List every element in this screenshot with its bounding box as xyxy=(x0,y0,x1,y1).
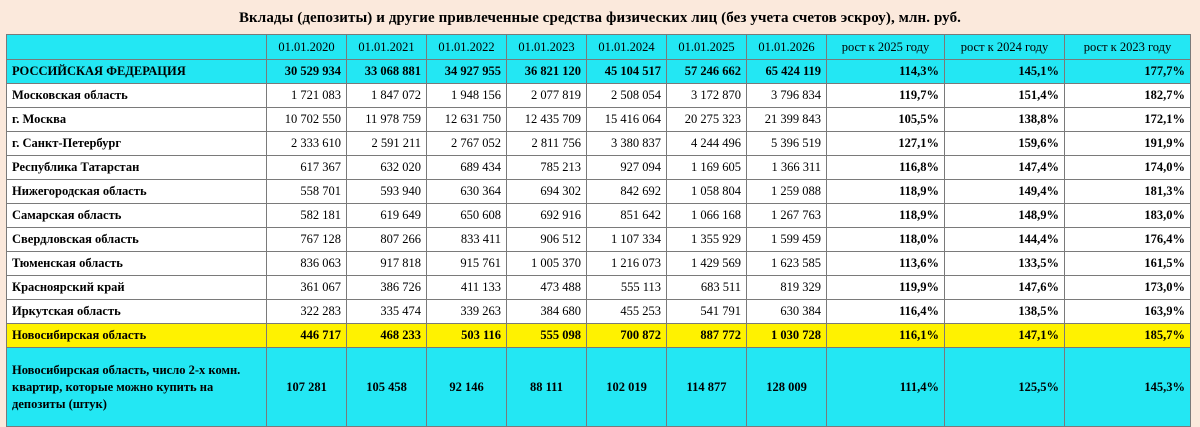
value-cell: 503 116 xyxy=(427,324,507,348)
value-cell: 836 063 xyxy=(267,252,347,276)
value-cell: 650 608 xyxy=(427,204,507,228)
value-cell: 630 384 xyxy=(747,300,827,324)
table-row xyxy=(7,204,1191,228)
value-cell: 1 030 728 xyxy=(747,324,827,348)
region-name-cell: Московская область xyxy=(7,84,267,108)
value-cell: 1 107 334 xyxy=(587,228,667,252)
value-cell: 105 458 xyxy=(347,348,427,427)
header-cell-2024: 01.01.2024 xyxy=(587,35,667,60)
header-cell-2026: 01.01.2026 xyxy=(747,35,827,60)
value-cell: 819 329 xyxy=(747,276,827,300)
value-cell: 34 927 955 xyxy=(427,60,507,84)
value-cell: 917 818 xyxy=(347,252,427,276)
value-cell: 842 692 xyxy=(587,180,667,204)
value-cell: 102 019 xyxy=(587,348,667,427)
growth-cell: 181,3% xyxy=(1065,180,1191,204)
value-cell: 65 424 119 xyxy=(747,60,827,84)
value-cell: 541 791 xyxy=(667,300,747,324)
value-cell: 683 511 xyxy=(667,276,747,300)
table-row xyxy=(7,132,1191,156)
value-cell: 322 283 xyxy=(267,300,347,324)
table-row xyxy=(7,60,1191,84)
table-row xyxy=(7,108,1191,132)
value-cell: 1 169 605 xyxy=(667,156,747,180)
growth-cell: 147,4% xyxy=(945,156,1065,180)
value-cell: 473 488 xyxy=(507,276,587,300)
value-cell: 694 302 xyxy=(507,180,587,204)
value-cell: 5 396 519 xyxy=(747,132,827,156)
growth-cell: 147,1% xyxy=(945,324,1065,348)
header-cell-growth-2025: рост к 2025 году xyxy=(827,35,945,60)
value-cell: 700 872 xyxy=(587,324,667,348)
value-cell: 1 259 088 xyxy=(747,180,827,204)
value-cell: 1 005 370 xyxy=(507,252,587,276)
table-row xyxy=(7,180,1191,204)
value-cell: 128 009 xyxy=(747,348,827,427)
header-cell-2025: 01.01.2025 xyxy=(667,35,747,60)
region-name-cell: Новосибирская область, число 2-х комн. квартир, которые можно купить на депозиты (штук) xyxy=(7,348,267,427)
value-cell: 20 275 323 xyxy=(667,108,747,132)
value-cell: 10 702 550 xyxy=(267,108,347,132)
value-cell: 1 216 073 xyxy=(587,252,667,276)
header-cell-2021: 01.01.2021 xyxy=(347,35,427,60)
growth-cell: 151,4% xyxy=(945,84,1065,108)
region-name-cell: г. Москва xyxy=(7,108,267,132)
growth-cell: 148,9% xyxy=(945,204,1065,228)
growth-cell: 159,6% xyxy=(945,132,1065,156)
growth-cell: 176,4% xyxy=(1065,228,1191,252)
value-cell: 689 434 xyxy=(427,156,507,180)
value-cell: 1 599 459 xyxy=(747,228,827,252)
value-cell: 558 701 xyxy=(267,180,347,204)
table-row xyxy=(7,228,1191,252)
value-cell: 468 233 xyxy=(347,324,427,348)
header-cell-growth-2023: рост к 2023 году xyxy=(1065,35,1191,60)
value-cell: 632 020 xyxy=(347,156,427,180)
growth-cell: 116,8% xyxy=(827,156,945,180)
growth-cell: 172,1% xyxy=(1065,108,1191,132)
header-cell-2023: 01.01.2023 xyxy=(507,35,587,60)
growth-cell: 133,5% xyxy=(945,252,1065,276)
growth-cell: 144,4% xyxy=(945,228,1065,252)
table-row xyxy=(7,276,1191,300)
value-cell: 1 366 311 xyxy=(747,156,827,180)
value-cell: 30 529 934 xyxy=(267,60,347,84)
value-cell: 3 796 834 xyxy=(747,84,827,108)
value-cell: 446 717 xyxy=(267,324,347,348)
growth-cell: 138,5% xyxy=(945,300,1065,324)
growth-cell: 183,0% xyxy=(1065,204,1191,228)
growth-cell: 111,4% xyxy=(827,348,945,427)
value-cell: 12 631 750 xyxy=(427,108,507,132)
value-cell: 21 399 843 xyxy=(747,108,827,132)
value-cell: 92 146 xyxy=(427,348,507,427)
region-name-cell: Республика Татарстан xyxy=(7,156,267,180)
growth-cell: 174,0% xyxy=(1065,156,1191,180)
growth-cell: 119,9% xyxy=(827,276,945,300)
value-cell: 2 591 211 xyxy=(347,132,427,156)
value-cell: 107 281 xyxy=(267,348,347,427)
growth-cell: 119,7% xyxy=(827,84,945,108)
value-cell: 619 649 xyxy=(347,204,427,228)
value-cell: 887 772 xyxy=(667,324,747,348)
value-cell: 785 213 xyxy=(507,156,587,180)
table-row xyxy=(7,300,1191,324)
header-cell-2020: 01.01.2020 xyxy=(267,35,347,60)
region-name-cell: РОССИЙСКАЯ ФЕДЕРАЦИЯ xyxy=(7,60,267,84)
growth-cell: 114,3% xyxy=(827,60,945,84)
value-cell: 915 761 xyxy=(427,252,507,276)
growth-cell: 116,4% xyxy=(827,300,945,324)
value-cell: 2 811 756 xyxy=(507,132,587,156)
value-cell: 114 877 xyxy=(667,348,747,427)
value-cell: 339 263 xyxy=(427,300,507,324)
value-cell: 45 104 517 xyxy=(587,60,667,84)
value-cell: 57 246 662 xyxy=(667,60,747,84)
growth-cell: 105,5% xyxy=(827,108,945,132)
header-row xyxy=(7,35,1191,60)
value-cell: 555 098 xyxy=(507,324,587,348)
table-row xyxy=(7,324,1191,348)
value-cell: 906 512 xyxy=(507,228,587,252)
table-row xyxy=(7,348,1191,427)
value-cell: 3 172 870 xyxy=(667,84,747,108)
growth-cell: 149,4% xyxy=(945,180,1065,204)
header-cell-2022: 01.01.2022 xyxy=(427,35,507,60)
value-cell: 1 721 083 xyxy=(267,84,347,108)
value-cell: 88 111 xyxy=(507,348,587,427)
value-cell: 1 058 804 xyxy=(667,180,747,204)
growth-cell: 118,9% xyxy=(827,180,945,204)
growth-cell: 177,7% xyxy=(1065,60,1191,84)
value-cell: 692 916 xyxy=(507,204,587,228)
growth-cell: 127,1% xyxy=(827,132,945,156)
header-cell-growth-2024: рост к 2024 году xyxy=(945,35,1065,60)
growth-cell: 116,1% xyxy=(827,324,945,348)
growth-cell: 145,1% xyxy=(945,60,1065,84)
value-cell: 4 244 496 xyxy=(667,132,747,156)
value-cell: 582 181 xyxy=(267,204,347,228)
growth-cell: 182,7% xyxy=(1065,84,1191,108)
table-row xyxy=(7,156,1191,180)
growth-cell: 191,9% xyxy=(1065,132,1191,156)
value-cell: 1 066 168 xyxy=(667,204,747,228)
table-row xyxy=(7,252,1191,276)
value-cell: 11 978 759 xyxy=(347,108,427,132)
growth-cell: 173,0% xyxy=(1065,276,1191,300)
value-cell: 555 113 xyxy=(587,276,667,300)
value-cell: 1 948 156 xyxy=(427,84,507,108)
value-cell: 386 726 xyxy=(347,276,427,300)
value-cell: 2 767 052 xyxy=(427,132,507,156)
region-name-cell: Новосибирская область xyxy=(7,324,267,348)
value-cell: 767 128 xyxy=(267,228,347,252)
table-title: Вклады (депозиты) и другие привлеченные средства физических лиц (без учета счетов эскроу), млн. руб. xyxy=(238,10,962,26)
value-cell: 411 133 xyxy=(427,276,507,300)
growth-cell: 118,0% xyxy=(827,228,945,252)
value-cell: 384 680 xyxy=(507,300,587,324)
value-cell: 807 266 xyxy=(347,228,427,252)
value-cell: 3 380 837 xyxy=(587,132,667,156)
value-cell: 927 094 xyxy=(587,156,667,180)
value-cell: 36 821 120 xyxy=(507,60,587,84)
region-name-cell: Нижегородская область xyxy=(7,180,267,204)
value-cell: 593 940 xyxy=(347,180,427,204)
value-cell: 1 267 763 xyxy=(747,204,827,228)
value-cell: 1 847 072 xyxy=(347,84,427,108)
region-name-cell: Свердловская область xyxy=(7,228,267,252)
growth-cell: 118,9% xyxy=(827,204,945,228)
value-cell: 1 623 585 xyxy=(747,252,827,276)
value-cell: 617 367 xyxy=(267,156,347,180)
value-cell: 33 068 881 xyxy=(347,60,427,84)
growth-cell: 138,8% xyxy=(945,108,1065,132)
value-cell: 15 416 064 xyxy=(587,108,667,132)
growth-cell: 163,9% xyxy=(1065,300,1191,324)
value-cell: 1 355 929 xyxy=(667,228,747,252)
value-cell: 851 642 xyxy=(587,204,667,228)
deposits-table xyxy=(6,34,1191,427)
value-cell: 455 253 xyxy=(587,300,667,324)
growth-cell: 113,6% xyxy=(827,252,945,276)
region-name-cell: Самарская область xyxy=(7,204,267,228)
growth-cell: 145,3% xyxy=(1065,348,1191,427)
growth-cell: 125,5% xyxy=(945,348,1065,427)
region-name-cell: г. Санкт-Петербург xyxy=(7,132,267,156)
header-cell-blank xyxy=(7,35,267,60)
table-body xyxy=(7,60,1191,427)
region-name-cell: Тюменская область xyxy=(7,252,267,276)
growth-cell: 161,5% xyxy=(1065,252,1191,276)
table-row xyxy=(7,84,1191,108)
value-cell: 361 067 xyxy=(267,276,347,300)
region-name-cell: Иркутская область xyxy=(7,300,267,324)
value-cell: 12 435 709 xyxy=(507,108,587,132)
region-name-cell: Красноярский край xyxy=(7,276,267,300)
value-cell: 2 333 610 xyxy=(267,132,347,156)
value-cell: 2 077 819 xyxy=(507,84,587,108)
value-cell: 1 429 569 xyxy=(667,252,747,276)
value-cell: 2 508 054 xyxy=(587,84,667,108)
value-cell: 630 364 xyxy=(427,180,507,204)
value-cell: 335 474 xyxy=(347,300,427,324)
growth-cell: 147,6% xyxy=(945,276,1065,300)
growth-cell: 185,7% xyxy=(1065,324,1191,348)
value-cell: 833 411 xyxy=(427,228,507,252)
